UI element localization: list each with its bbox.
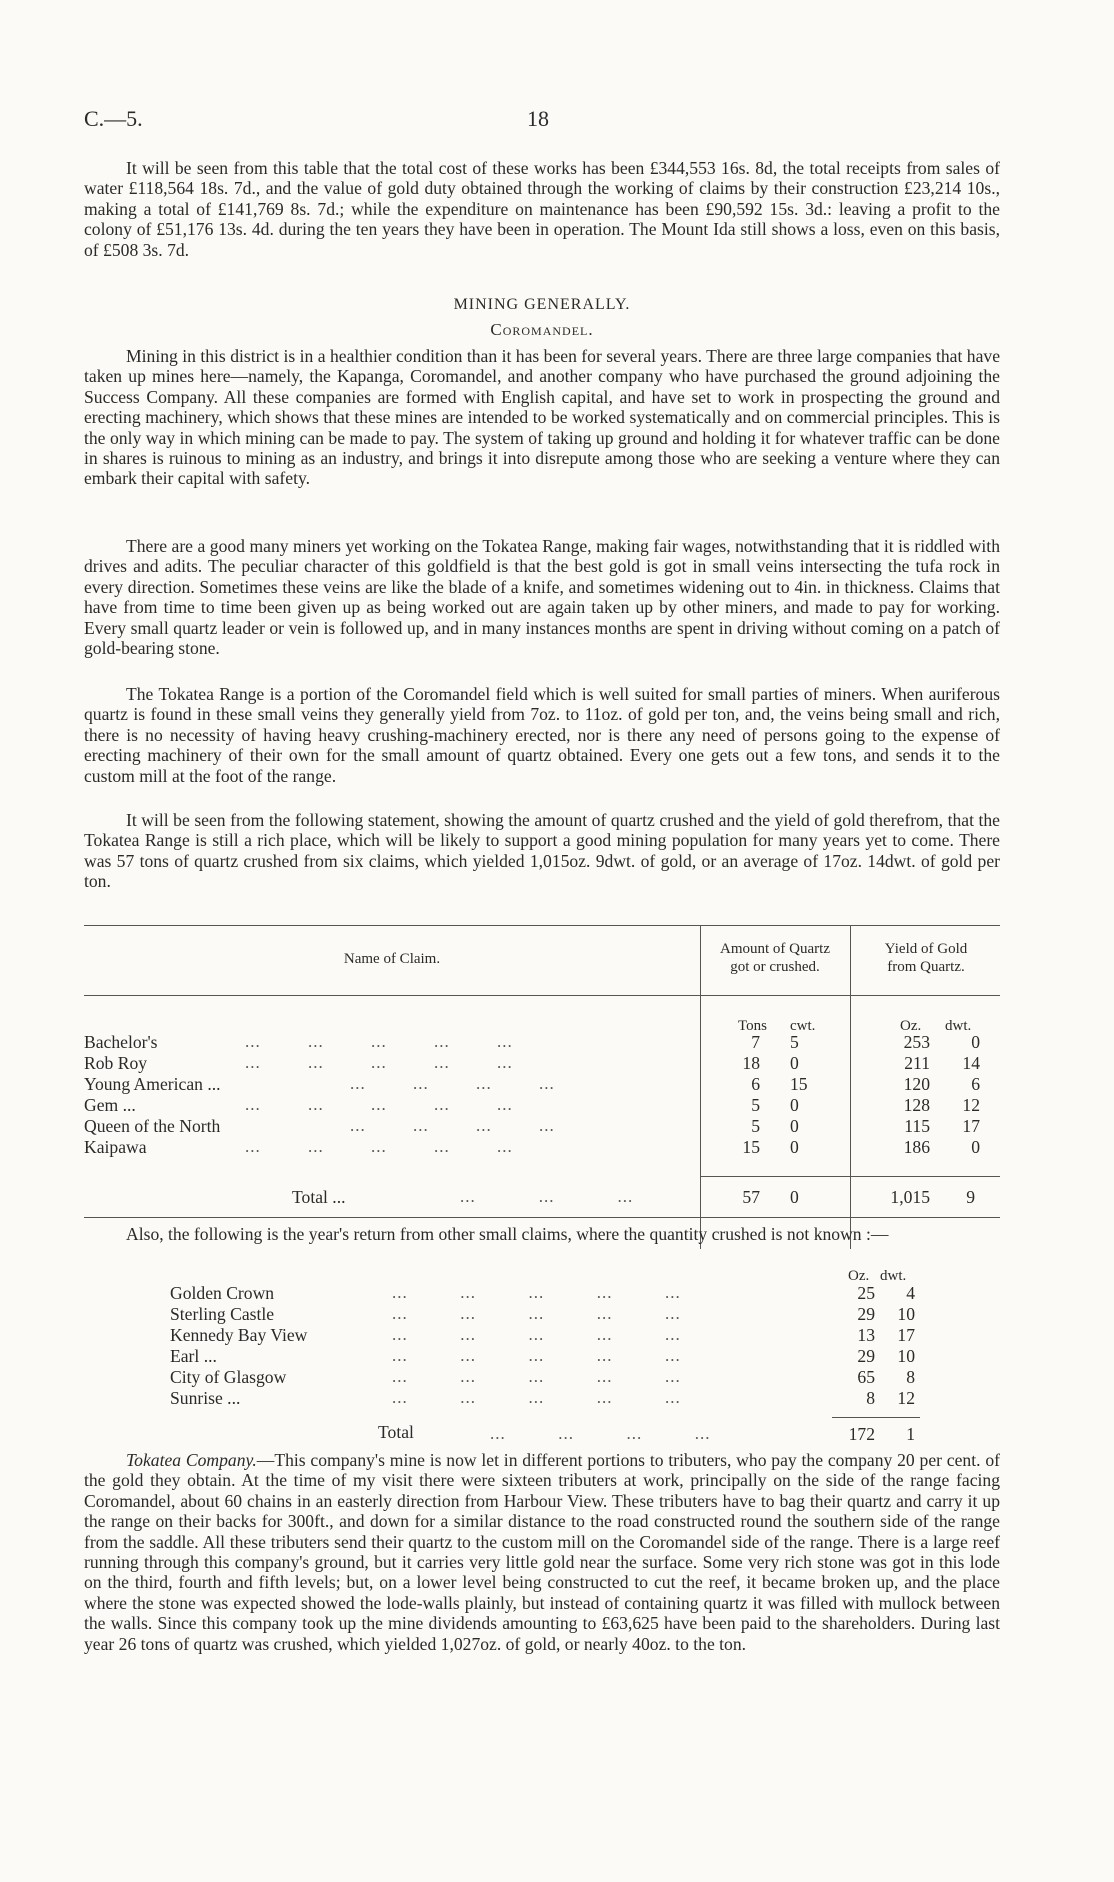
- unit-oz: Oz.: [848, 1268, 870, 1284]
- claim-name: Gem ...: [84, 1095, 136, 1115]
- subsection-title: Coromandel.: [490, 320, 594, 339]
- dwt: 14: [962, 1053, 980, 1073]
- page-number: 18: [527, 106, 549, 131]
- total-rule: [700, 1176, 1000, 1177]
- total-oz: 172: [848, 1424, 875, 1444]
- leader-dots: ... ... ... ...: [490, 1424, 711, 1443]
- leader-dots: ... ... ... ... ...: [245, 1053, 513, 1072]
- leader-dots: ... ... ... ... ...: [392, 1283, 681, 1302]
- claim-name: Queen of the North: [84, 1116, 221, 1136]
- oz: 25: [857, 1283, 875, 1303]
- leader-dots: ... ... ... ... ...: [392, 1367, 681, 1386]
- oz: 13: [857, 1325, 875, 1345]
- cwt: 0: [790, 1116, 799, 1136]
- tons: 5: [751, 1095, 760, 1115]
- oz: 128: [903, 1095, 930, 1115]
- oz: 115: [904, 1116, 930, 1136]
- dwt: 6: [971, 1074, 980, 1094]
- leader-dots: ... ... ... ... ...: [245, 1137, 513, 1156]
- oz: 186: [903, 1137, 930, 1157]
- oz: 65: [857, 1367, 875, 1387]
- table-header-rule: [84, 995, 1000, 996]
- col-header-yield-2: from Quartz.: [887, 959, 965, 975]
- claim-name: Earl ...: [170, 1346, 217, 1366]
- cwt: 15: [790, 1074, 808, 1094]
- paragraph-4: It will be seen from the following statement, showing the amount of quartz crushed and the yield of gold therefrom, that the Tokatea Range is still a rich place, which will be likely to support a good mining population for many years yet to come. There was 57 tons of quartz crushed from six claims, which yielded 1,015oz. 9dwt. of gold, or an average of 17oz. 14dwt. of gold per ton.: [84, 810, 1000, 892]
- dwt: 10: [897, 1346, 915, 1366]
- paragraph-3: The Tokatea Range is a portion of the Coromandel field which is well suited for small parties of miners. When auriferous quartz is found in these small veins they generally yield from 7oz. to 11oz. of gold per ton, and, the veins being small and rich, there is no necessity of having heavy crushing-machinery erected, nor is there any need of persons going to the expense of erecting machinery of their own for the small amount of quartz obtained. Every one gets out a few tons, and sends it to the custom mill at the foot of the range.: [84, 684, 1000, 786]
- col-header-yield-1: Yield of Gold: [884, 941, 968, 957]
- table-divider: [850, 925, 851, 1249]
- leader-dots: ... ... ... ... ...: [392, 1388, 681, 1407]
- oz: 253: [903, 1032, 930, 1052]
- dwt: 0: [971, 1032, 980, 1052]
- tokatea-paragraph: [84, 1450, 1000, 1654]
- leader-dots: ... ... ... ... ...: [392, 1325, 681, 1344]
- col-header-name: Name of Claim.: [343, 951, 441, 967]
- leader-dots: ... ... ... ... ...: [392, 1346, 681, 1365]
- total-rule: [832, 1417, 920, 1418]
- tons: 15: [742, 1137, 760, 1157]
- tons: 7: [751, 1032, 760, 1052]
- leader-dots: ... ... ... ...: [350, 1116, 555, 1135]
- leader-dots: ... ... ... ... ...: [392, 1304, 681, 1323]
- document-reference: C.—5.: [84, 106, 143, 131]
- unit-tons: Tons: [738, 1018, 767, 1034]
- table-bottom-rule: [84, 1217, 1000, 1218]
- cwt: 0: [790, 1095, 799, 1115]
- claim-name: Sunrise ...: [170, 1388, 241, 1408]
- leader-dots: ... ... ...: [460, 1187, 634, 1206]
- total-cwt: 0: [790, 1187, 799, 1207]
- dwt: 17: [897, 1325, 915, 1345]
- total-oz: 1,015: [890, 1187, 930, 1207]
- dwt: 17: [962, 1116, 980, 1136]
- claim-name: Golden Crown: [170, 1283, 275, 1303]
- dwt: 12: [897, 1388, 915, 1408]
- tokatea-text: —This company's mine is now let in different portions to tributers, who pay the company 20 per cent. of the gold they obtain. At the time of my visit there were sixteen tributers at work, principally on the side of the range facing Coromandel, about 60 chains in an easterly direction from Harbour View. These tributers have to bag their quartz and carry it up the range on their backs for 300ft., and down for a similar distance to the road constructed round the southern side of the range from the saddle. All these tributers send their quartz to the custom mill on the Coromandel side of the range. There is a large reef running through this company's ground, but it carries very little gold near the surface. Some very rich stone was got in this lode on the third, fourth and fifth levels; but, on a lower level being constructed to cut the reef, it became broken up, and the place where the stone was expected showed the lode-walls plainly, but instead of containing quartz it was filled with mullock between the walls. Since this company took up the mine dividends amounting to £63,625 have been paid to the shareholders. During last year 26 tons of quartz was crushed, which yielded 1,027oz. of gold, or nearly 40oz. to the ton.: [84, 1450, 1000, 1654]
- intro-paragraph: It will be seen from this table that the total cost of these works has been £344,553 16s. 8d, the total receipts from sales of water £118,564 18s. 7d., and the value of gold duty obtained through the working of claims by their construction £23,214 10s., making a total of £141,769 8s. 7d.; while the expenditure on maintenance has been £90,592 15s. 3d.: leaving a profit to the colony of £51,176 13s. 4d. during the ten years they have been in operation. The Mount Ida still shows a loss, even on this basis, of £508 3s. 7d.: [84, 158, 1000, 260]
- unit-dwt: dwt.: [945, 1018, 972, 1034]
- tons: 18: [742, 1053, 760, 1073]
- total-dwt: 9: [966, 1187, 975, 1207]
- leader-dots: ... ... ... ... ...: [245, 1032, 513, 1051]
- cwt: 0: [790, 1053, 799, 1073]
- col-header-quartz-1: Amount of Quartz: [720, 941, 830, 957]
- dwt: 8: [906, 1367, 915, 1387]
- oz: 29: [857, 1304, 875, 1324]
- leader-dots: ... ... ... ...: [350, 1074, 555, 1093]
- table-top-rule: [84, 925, 1000, 926]
- total-label: Total ...: [292, 1187, 346, 1207]
- dwt: 10: [897, 1304, 915, 1324]
- col-header-quartz-2: got or crushed.: [730, 959, 820, 975]
- cwt: 5: [790, 1032, 799, 1052]
- total-label: Total: [378, 1422, 414, 1442]
- claim-name: Young American ...: [84, 1074, 221, 1094]
- tokatea-title: Tokatea Company.: [126, 1450, 257, 1470]
- dwt: 12: [962, 1095, 980, 1115]
- tons: 6: [751, 1074, 760, 1094]
- claim-name: Bachelor's: [84, 1032, 158, 1052]
- oz: 8: [866, 1388, 875, 1408]
- oz: 29: [857, 1346, 875, 1366]
- claim-name: City of Glasgow: [170, 1367, 287, 1387]
- oz: 211: [904, 1053, 930, 1073]
- claim-name: Kaipawa: [84, 1137, 147, 1157]
- dwt: 0: [971, 1137, 980, 1157]
- leader-dots: ... ... ... ... ...: [245, 1095, 513, 1114]
- claim-name: Rob Roy: [84, 1053, 148, 1073]
- tons: 5: [751, 1116, 760, 1136]
- paragraph-2: There are a good many miners yet working on the Tokatea Range, making fair wages, notwithstanding that it is riddled with drives and adits. The peculiar character of this goldfield is that the best gold is got in small veins intersecting the tufa rock in every direction. Sometimes these veins are like the blade of a knife, and sometimes widening out to 4in. in thickness. Claims that have from time to time been given up as being worked out are again taken up by other miners, and made to pay for working. Every small quartz leader or vein is followed up, and in many instances months are spent in driving without coming on a patch of gold-bearing stone.: [84, 536, 1000, 659]
- unit-oz: Oz.: [900, 1018, 922, 1034]
- oz: 120: [903, 1074, 930, 1094]
- claim-name: Sterling Castle: [170, 1304, 275, 1324]
- also-paragraph: Also, the following is the year's return from other small claims, where the quantity crushed is not known :—: [126, 1224, 889, 1244]
- total-dwt: 1: [906, 1424, 915, 1444]
- cwt: 0: [790, 1137, 799, 1157]
- section-title: MINING GENERALLY.: [453, 296, 631, 313]
- unit-dwt: dwt.: [880, 1268, 907, 1284]
- total-tons: 57: [742, 1187, 760, 1207]
- unit-cwt: cwt.: [790, 1018, 816, 1034]
- paragraph-1: Mining in this district is in a healthier condition than it has been for several years. There are three large companies that have taken up mines here—namely, the Kapanga, Coromandel, and another company who have purchased the ground adjoining the Success Company. All these companies are formed with English capital, and have set to work in prospecting the ground and erecting machinery, which shows that these mines are intended to be worked systematically and on commercial principles. This is the only way in which mining can be made to pay. The system of taking up ground and holding it for whatever traffic can be done in shares is ruinous to mining as an industry, and brings it into disrepute among those who are seeking a venture where they can embark their capital with safety.: [84, 346, 1000, 489]
- dwt: 4: [906, 1283, 915, 1303]
- claim-name: Kennedy Bay View: [170, 1325, 308, 1345]
- table-divider: [700, 925, 701, 1249]
